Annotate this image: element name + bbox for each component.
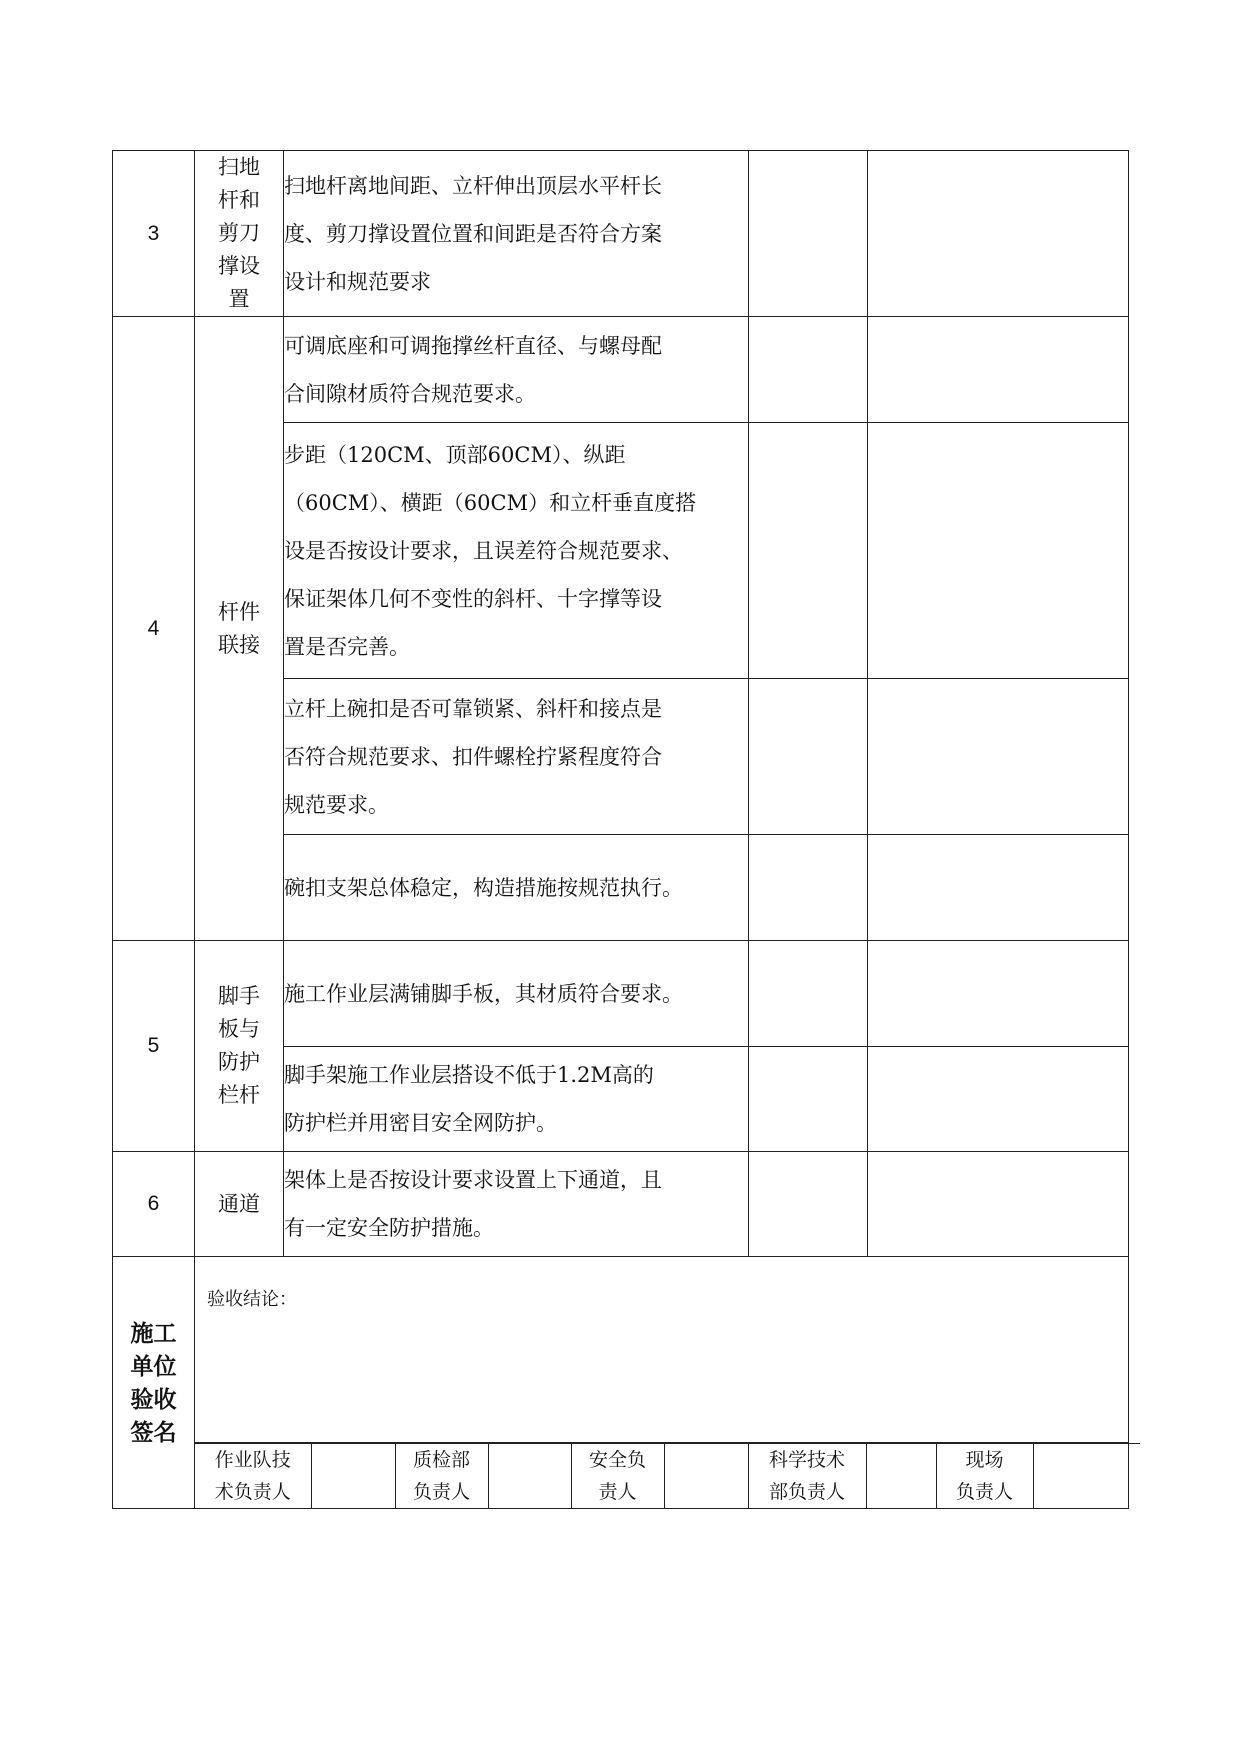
signer-label: 安全负 责人 [571, 1444, 664, 1509]
conclusion-label: 验收结论： [207, 1289, 297, 1310]
table-row [113, 941, 1129, 1047]
result-cell[interactable] [749, 941, 868, 1047]
inspection-table [112, 150, 1129, 1509]
check-item: 可调底座和可调拖撑丝杆直径、与螺母配 合间隙材质符合规范要求。 [284, 317, 749, 423]
result-cell[interactable] [749, 835, 868, 941]
result-cell[interactable] [749, 151, 868, 317]
row-category: 扫地 杆和 剪刀 撑设 置 [195, 151, 284, 317]
signature-field[interactable] [1033, 1444, 1140, 1509]
remark-cell[interactable] [868, 317, 1129, 423]
signer-label: 现场 负责人 [936, 1444, 1033, 1509]
row-category: 杆件 联接 [195, 317, 284, 941]
signer-label: 作业队技 术负责人 [195, 1444, 311, 1509]
signature-title: 施工 单位 验收 签名 [113, 1257, 195, 1509]
remark-cell[interactable] [868, 423, 1129, 679]
row-number: 5 [113, 941, 195, 1152]
row-number: 4 [113, 317, 195, 941]
signer-label: 科学技术 部负责人 [748, 1444, 866, 1509]
conclusion-field[interactable] [195, 1257, 1129, 1443]
signer-label: 质检部 负责人 [395, 1444, 488, 1509]
result-cell[interactable] [749, 423, 868, 679]
table-row [113, 317, 1129, 423]
result-cell[interactable] [749, 1152, 868, 1257]
remark-cell[interactable] [868, 1047, 1129, 1152]
result-cell[interactable] [749, 679, 868, 835]
remark-cell[interactable] [868, 1152, 1129, 1257]
check-item: 立杆上碗扣是否可靠锁紧、斜杆和接点是 否符合规范要求、扣件螺栓拧紧程度符合 规范要求。 [284, 679, 749, 835]
signature-field[interactable] [488, 1444, 571, 1509]
signature-field[interactable] [664, 1444, 748, 1509]
check-item: 步距（120CM、顶部60CM）、纵距 （60CM）、横距（60CM）和立杆垂直度搭 设是否按设计要求，且误差符合规范要求、 保证架体几何不变性的斜杆、十字撑等设 置是否完善。 [284, 423, 749, 679]
row-number: 6 [113, 1152, 195, 1257]
remark-cell[interactable] [868, 679, 1129, 835]
signers-table [195, 1443, 1140, 1508]
check-item: 施工作业层满铺脚手板，其材质符合要求。 [284, 941, 749, 1047]
remark-cell[interactable] [868, 835, 1129, 941]
check-item: 扫地杆离地间距、立杆伸出顶层水平杆长 度、剪刀撑设置位置和间距是否符合方案 设计和规范要求 [284, 151, 749, 317]
check-item: 架体上是否按设计要求设置上下通道，且 有一定安全防护措施。 [284, 1152, 749, 1257]
remark-cell[interactable] [868, 151, 1129, 317]
signers-container [195, 1443, 1129, 1509]
signers-row [113, 1443, 1129, 1509]
check-item: 脚手架施工作业层搭设不低于1.2M高的 防护栏并用密目安全网防护。 [284, 1047, 749, 1152]
result-cell[interactable] [749, 317, 868, 423]
signature-field[interactable] [311, 1444, 395, 1509]
row-category: 脚手 板与 防护 栏杆 [195, 941, 284, 1152]
remark-cell[interactable] [868, 941, 1129, 1047]
conclusion-row [113, 1257, 1129, 1443]
signature-field[interactable] [866, 1444, 936, 1509]
row-number: 3 [113, 151, 195, 317]
result-cell[interactable] [749, 1047, 868, 1152]
table-row [113, 1152, 1129, 1257]
row-category: 通道 [195, 1152, 284, 1257]
check-item: 碗扣支架总体稳定，构造措施按规范执行。 [284, 835, 749, 941]
table-row [113, 151, 1129, 317]
